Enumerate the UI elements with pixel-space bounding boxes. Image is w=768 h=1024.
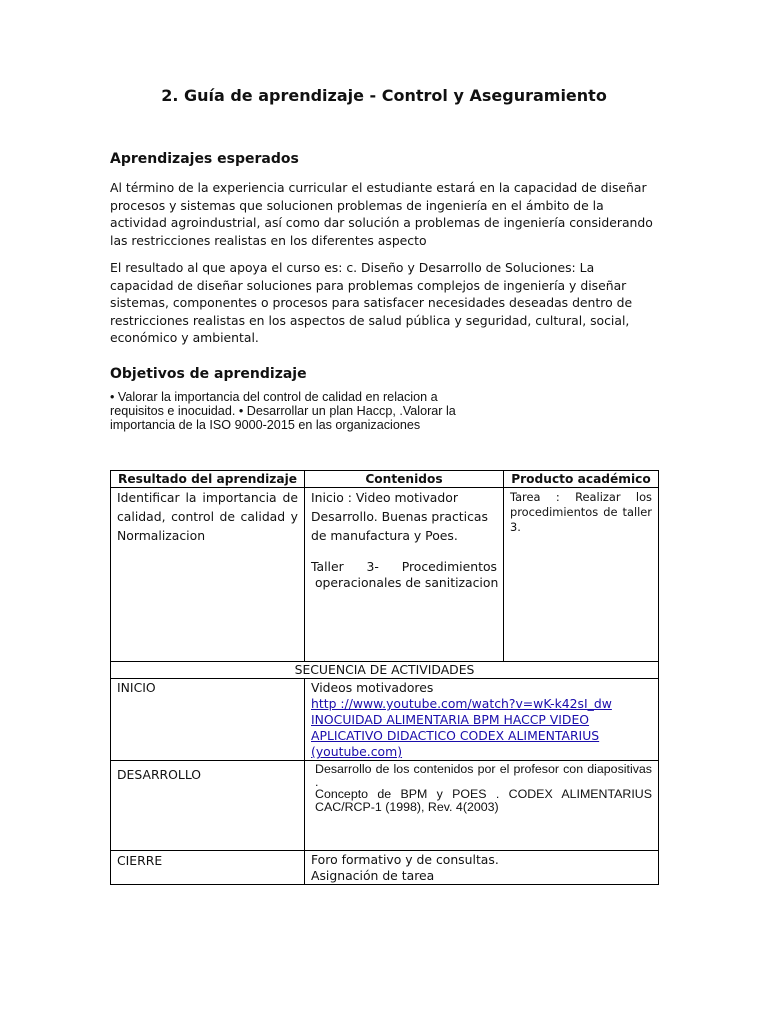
header-producto: Producto académico (504, 471, 659, 488)
secuencia-label: SECUENCIA DE ACTIVIDADES (111, 662, 659, 679)
resultado-cell (111, 488, 305, 662)
header-resultado: Resultado del aprendizaje (111, 471, 305, 488)
objetivos-heading: Objetivos de aprendizaje (110, 366, 307, 382)
youtube-link[interactable]: http ://www.youtube.com/watch?v=wK-k42sI_dw (311, 696, 612, 711)
inicio-content (305, 679, 659, 761)
cierre-line-2: Asignación de tarea (311, 868, 435, 883)
table-row-desarrollo (111, 761, 659, 851)
resultado-text: Identificar la importancia de calidad, control de calidad y Normalizacion (117, 490, 298, 543)
inocuidad-video-link[interactable]: INOCUIDAD ALIMENTARIA BPM HACCP VIDEO APLICATIVO DIDACTICO CODEX ALIMENTARIUS (youtube.com) (311, 712, 600, 759)
aprendizajes-paragraph-2: El resultado al que apoya el curso es: c. Diseño y Desarrollo de Soluciones: La capacidad de diseñar soluciones para problemas complejos de ingeniería y diseñar sistemas, componentes o procesos para satisfacer necesidades deseadas dentro de restricciones realistas en los aspectos de salud pública y seguridad, cultural, social, económico y ambiental. (110, 260, 633, 346)
objetivos-text: • Valorar la importancia del control de calidad en relacion a requisitos e inocuidad. • Desarrollar un plan Haccp, .Valorar la importancia de la ISO 9000-2015 en las organizaciones (110, 390, 456, 432)
producto-cell (504, 488, 659, 662)
secuencia-row (111, 662, 659, 679)
cierre-line-1: Foro formativo y de consultas. (311, 852, 499, 867)
table-row (111, 488, 659, 662)
contenidos-line-2: Desarrollo. Buenas practicas de manufactura y Poes. (311, 509, 488, 543)
producto-text: Tarea : Realizar los procedimientos de taller 3. (510, 490, 652, 534)
aprendizajes-paragraph-1: Al término de la experiencia curricular el estudiante estará en la capacidad de diseñar procesos y sistemas que solucionen problemas de ingeniería en el ámbito de la actividad agroindustrial, así como dar solución a problemas de ingeniería considerando las restricciones realistas en los diferentes aspecto (110, 180, 653, 248)
desarrollo-label: DESARROLLO (111, 761, 305, 851)
desarrollo-line-1: Desarrollo de los contenidos por el profesor con diapositivas . (315, 762, 652, 789)
desarrollo-content (305, 761, 659, 851)
cierre-content (305, 851, 659, 885)
contenidos-line-3: Taller 3- Procedimientos (311, 559, 497, 574)
inicio-line-1: Videos motivadores (311, 680, 434, 695)
table-header-row (111, 471, 659, 488)
table-row-inicio (111, 679, 659, 761)
contenidos-line-1: Inicio : Video motivador (311, 490, 458, 505)
table-row-cierre (111, 851, 659, 885)
header-contenidos: Contenidos (305, 471, 504, 488)
learning-table (110, 470, 659, 885)
page-title: 2. Guía de aprendizaje - Control y Aseguramiento (161, 86, 607, 105)
desarrollo-line-2: Concepto de BPM y POES . CODEX ALIMENTARIUS CAC/RCP-1 (1998), Rev. 4(2003) (315, 787, 652, 814)
inicio-label: INICIO (111, 679, 305, 761)
aprendizajes-heading: Aprendizajes esperados (110, 151, 299, 167)
contenidos-cell (305, 488, 504, 662)
contenidos-line-4: operacionales de sanitizacion (311, 575, 499, 590)
cierre-label: CIERRE (111, 851, 305, 885)
